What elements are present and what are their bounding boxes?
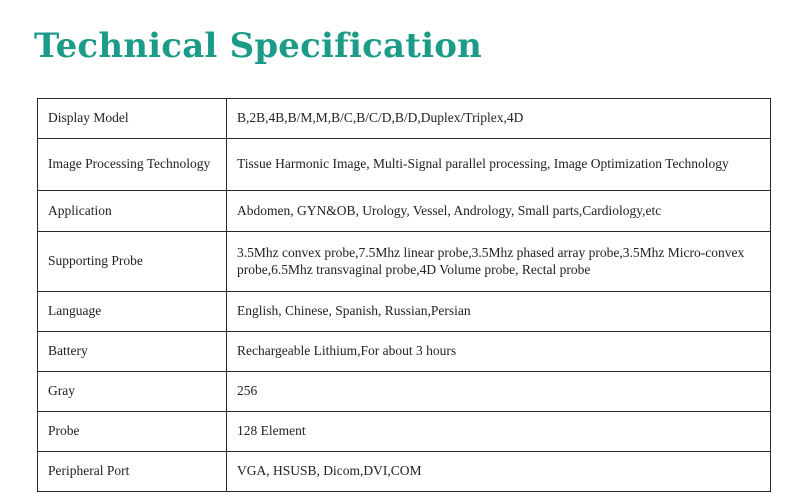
- spec-value: English, Chinese, Spanish, Russian,Persian: [227, 292, 771, 332]
- spec-value: VGA, HSUSB, Dicom,DVI,COM: [227, 452, 771, 492]
- spec-value: Tissue Harmonic Image, Multi-Signal parallel processing, Image Optimization Technology: [227, 139, 771, 191]
- spec-row-language: [38, 292, 771, 332]
- spec-label: Supporting Probe: [38, 232, 227, 292]
- spec-row-battery: [38, 332, 771, 372]
- spec-label: Application: [38, 191, 227, 232]
- spec-row-display-model: [38, 99, 771, 139]
- spec-row-application: [38, 191, 771, 232]
- spec-label: Image Processing Technology: [38, 139, 227, 191]
- spec-value: Abdomen, GYN&OB, Urology, Vessel, Andrology, Small parts,Cardiology,etc: [227, 191, 771, 232]
- spec-row-supporting-probe: [38, 232, 771, 292]
- spec-label: Language: [38, 292, 227, 332]
- spec-row-peripheral-port: [38, 452, 771, 492]
- page-title: Technical Specification: [34, 26, 483, 66]
- spec-row-gray: [38, 372, 771, 412]
- spec-label: Probe: [38, 412, 227, 452]
- spec-label: Gray: [38, 372, 227, 412]
- spec-value: 256: [227, 372, 771, 412]
- spec-row-probe: [38, 412, 771, 452]
- spec-value: Rechargeable Lithium,For about 3 hours: [227, 332, 771, 372]
- spec-value: 3.5Mhz convex probe,7.5Mhz linear probe,3.5Mhz phased array probe,3.5Mhz Micro-convex probe,6.5Mhz transvaginal probe,4D Volume probe, Rectal probe: [227, 232, 771, 292]
- spec-value: B,2B,4B,B/M,M,B/C,B/C/D,B/D,Duplex/Triplex,4D: [227, 99, 771, 139]
- spec-label: Battery: [38, 332, 227, 372]
- spec-label: Peripheral Port: [38, 452, 227, 492]
- spec-label: Display Model: [38, 99, 227, 139]
- spec-value: 128 Element: [227, 412, 771, 452]
- spec-row-image-processing: [38, 139, 771, 191]
- specification-table: [37, 98, 771, 492]
